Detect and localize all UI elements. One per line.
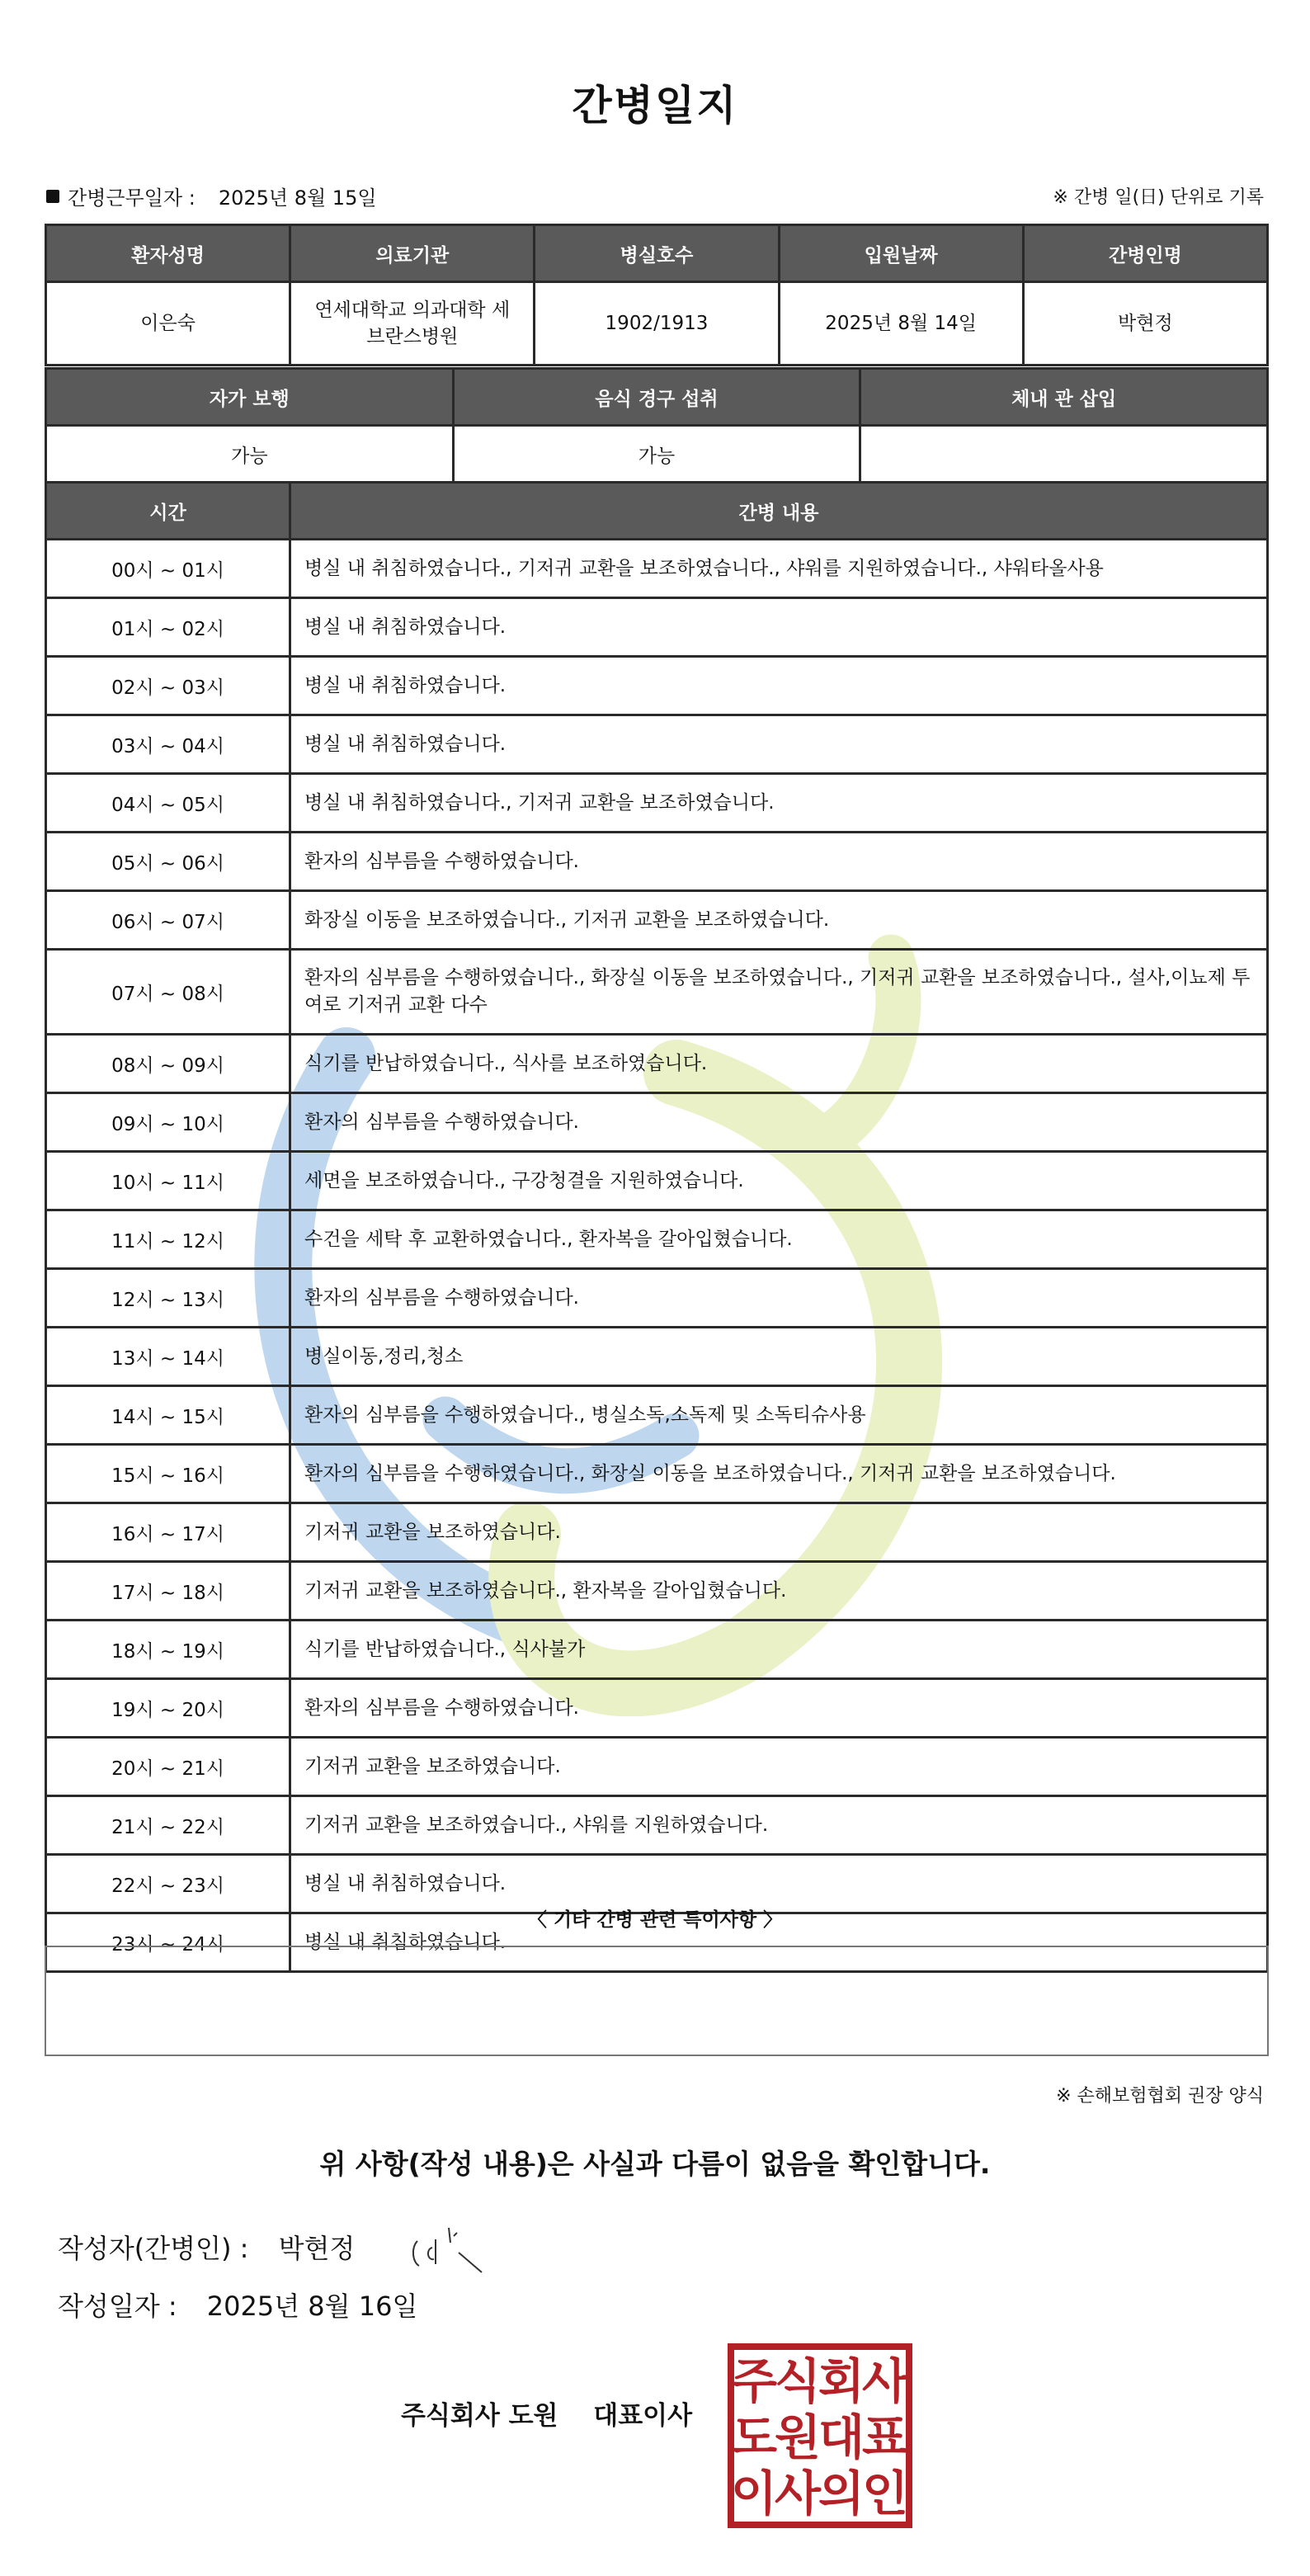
care-row (46, 1562, 1268, 1621)
care-row (46, 774, 1268, 833)
care-time: 19시 ~ 20시 (46, 1679, 290, 1738)
care-time: 11시 ~ 12시 (46, 1210, 290, 1269)
company-name: 주식회사 도원 (401, 2401, 558, 2431)
confirmation-statement: 위 사항(작성 내용)은 사실과 다름이 없음을 확인합니다. (319, 2148, 991, 2180)
care-content: 환자의 심부름을 수행하였습니다. (290, 833, 1268, 891)
care-content: 환자의 심부름을 수행하였습니다., 화장실 이동을 보조하였습니다., 기저귀 교환을 보조하였습니다. (290, 1445, 1268, 1503)
care-row (46, 1679, 1268, 1738)
header-caregiver: 간병인명 (1023, 225, 1267, 282)
signature-scribble (408, 2223, 498, 2281)
care-content: 기저귀 교환을 보조하였습니다., 환자복을 갈아입혔습니다. (290, 1562, 1268, 1621)
header-admission-date: 입원날짜 (779, 225, 1023, 282)
care-time: 17시 ~ 18시 (46, 1562, 290, 1621)
care-content: 기저귀 교환을 보조하였습니다., 샤워를 지원하였습니다. (290, 1796, 1268, 1855)
company-signature (401, 2394, 692, 2432)
work-date-value: 2025년 8월 15일 (218, 186, 377, 210)
bullet-square-icon (46, 190, 59, 203)
seal-char: 표 (861, 2409, 909, 2465)
care-content: 환자의 심부름을 수행하였습니다., 화장실 이동을 보조하였습니다., 기저귀 교환을 보조하였습니다., 설사,이뇨제 투여로 기저귀 교환 다수 (290, 950, 1268, 1035)
header-room: 병실호수 (535, 225, 779, 282)
seal-char: 이 (730, 2465, 778, 2522)
care-time: 22시 ~ 23시 (46, 1855, 290, 1913)
care-log-table (45, 481, 1269, 1973)
care-time: 18시 ~ 19시 (46, 1621, 290, 1679)
company-seal-stamp (726, 2342, 914, 2530)
admission-date: 2025년 8월 14일 (779, 282, 1023, 366)
room-number: 1902/1913 (535, 282, 779, 366)
care-row (46, 1445, 1268, 1503)
association-note: ※ 손해보험협회 권장 양식 (1056, 2086, 1264, 2107)
care-content: 수건을 세탁 후 교환하였습니다., 환자복을 갈아입혔습니다. (290, 1210, 1268, 1269)
ability-table (45, 367, 1269, 484)
seal-char: 원 (774, 2409, 822, 2465)
written-date-line (58, 2286, 417, 2324)
seal-char: 사 (774, 2465, 822, 2522)
seal-char: 인 (861, 2465, 909, 2522)
seal-char: 식 (774, 2353, 822, 2409)
care-row (46, 833, 1268, 891)
care-time: 10시 ~ 11시 (46, 1152, 290, 1210)
care-time: 13시 ~ 14시 (46, 1328, 290, 1386)
care-content: 기저귀 교환을 보조하였습니다. (290, 1738, 1268, 1796)
care-time: 15시 ~ 16시 (46, 1445, 290, 1503)
oral-intake-value: 가능 (453, 426, 860, 483)
care-content: 병실 내 취침하였습니다., 기저귀 교환을 보조하였습니다., 샤워를 지원하였습니다., 샤워타올사용 (290, 540, 1268, 598)
care-row (46, 540, 1268, 598)
page-title: 간병일지 (572, 82, 738, 130)
care-row (46, 598, 1268, 657)
care-row (46, 1328, 1268, 1386)
seal-char: 대 (818, 2409, 865, 2465)
seal-char: 사 (861, 2353, 909, 2409)
care-row (46, 891, 1268, 950)
care-time: 12시 ~ 13시 (46, 1269, 290, 1328)
care-time: 21시 ~ 22시 (46, 1796, 290, 1855)
care-row (46, 1152, 1268, 1210)
care-content: 환자의 심부름을 수행하였습니다. (290, 1093, 1268, 1152)
care-row (46, 1093, 1268, 1152)
written-date-value: 2025년 8월 16일 (206, 2291, 418, 2322)
written-date-label: 작성일자 : (58, 2291, 177, 2322)
hospital-name: 연세대학교 의과대학 세브란스병원 (290, 282, 535, 366)
representative-title: 대표이사 (593, 2401, 693, 2431)
writer-name: 박현정 (278, 2233, 356, 2264)
seal-char: 회 (818, 2353, 865, 2409)
care-content: 화장실 이동을 보조하였습니다., 기저귀 교환을 보조하였습니다. (290, 891, 1268, 950)
care-row (46, 1035, 1268, 1093)
care-content: 병실 내 취침하였습니다. (290, 1913, 1268, 1972)
header-care-content: 간병 내용 (290, 483, 1268, 540)
seal-char: 도 (730, 2409, 778, 2465)
care-time: 16시 ~ 17시 (46, 1503, 290, 1562)
care-time: 14시 ~ 15시 (46, 1386, 290, 1445)
care-content: 기저귀 교환을 보조하였습니다. (290, 1503, 1268, 1562)
writer-line (58, 2228, 355, 2266)
seal-char: 주 (730, 2353, 778, 2409)
care-content: 병실 내 취침하였습니다. (290, 715, 1268, 774)
notes-box (45, 1946, 1269, 2056)
care-content: 병실 내 취침하였습니다., 기저귀 교환을 보조하였습니다. (290, 774, 1268, 833)
header-time: 시간 (46, 483, 290, 540)
care-content: 병실 내 취침하였습니다. (290, 1855, 1268, 1913)
care-time: 00시 ~ 01시 (46, 540, 290, 598)
walking-value: 가능 (46, 426, 454, 483)
header-walking: 자가 보행 (46, 369, 454, 426)
care-time: 08시 ~ 09시 (46, 1035, 290, 1093)
care-time: 20시 ~ 21시 (46, 1738, 290, 1796)
header-hospital: 의료기관 (290, 225, 535, 282)
seal-char: 의 (818, 2465, 865, 2522)
care-time: 02시 ~ 03시 (46, 657, 290, 715)
record-note: ※ 간병 일(日) 단위로 기록 (1053, 187, 1264, 208)
header-oral-intake: 음식 경구 섭취 (453, 369, 860, 426)
care-time: 05시 ~ 06시 (46, 833, 290, 891)
care-time: 03시 ~ 04시 (46, 715, 290, 774)
header-patient-name: 환자성명 (46, 225, 290, 282)
work-date-label: 간병근무일자 : (68, 186, 196, 210)
care-row (46, 1503, 1268, 1562)
care-time: 01시 ~ 02시 (46, 598, 290, 657)
care-content: 환자의 심부름을 수행하였습니다. (290, 1269, 1268, 1328)
care-content: 병실이동,정리,청소 (290, 1328, 1268, 1386)
tube-insertion-value (860, 426, 1268, 483)
care-content: 병실 내 취침하였습니다. (290, 598, 1268, 657)
care-content: 환자의 심부름을 수행하였습니다. (290, 1679, 1268, 1738)
header-tube-insertion: 체내 관 삽입 (860, 369, 1268, 426)
care-row (46, 1621, 1268, 1679)
care-content: 식기를 반납하였습니다., 식사를 보조하였습니다. (290, 1035, 1268, 1093)
care-row (46, 715, 1268, 774)
patient-info-table (45, 224, 1269, 366)
work-date (46, 182, 377, 210)
notes-title: 〈 기타 간병 관련 특이사항 〉 (527, 1909, 783, 1931)
care-row (46, 657, 1268, 715)
care-row (46, 950, 1268, 1035)
care-time: 04시 ~ 05시 (46, 774, 290, 833)
care-row (46, 1386, 1268, 1445)
care-content: 식기를 반납하였습니다., 식사불가 (290, 1621, 1268, 1679)
care-time: 09시 ~ 10시 (46, 1093, 290, 1152)
caregiver-name: 박현정 (1023, 282, 1267, 366)
care-content: 병실 내 취침하였습니다. (290, 657, 1268, 715)
care-row (46, 1210, 1268, 1269)
care-row (46, 1738, 1268, 1796)
care-time: 23시 ~ 24시 (46, 1913, 290, 1972)
care-content: 세면을 보조하였습니다., 구강청결을 지원하였습니다. (290, 1152, 1268, 1210)
care-time: 06시 ~ 07시 (46, 891, 290, 950)
care-time: 07시 ~ 08시 (46, 950, 290, 1035)
care-content: 환자의 심부름을 수행하였습니다., 병실소독,소독제 및 소독티슈사용 (290, 1386, 1268, 1445)
patient-name: 이은숙 (46, 282, 290, 366)
writer-label: 작성자(간병인) : (58, 2233, 249, 2264)
care-row (46, 1796, 1268, 1855)
care-row (46, 1269, 1268, 1328)
